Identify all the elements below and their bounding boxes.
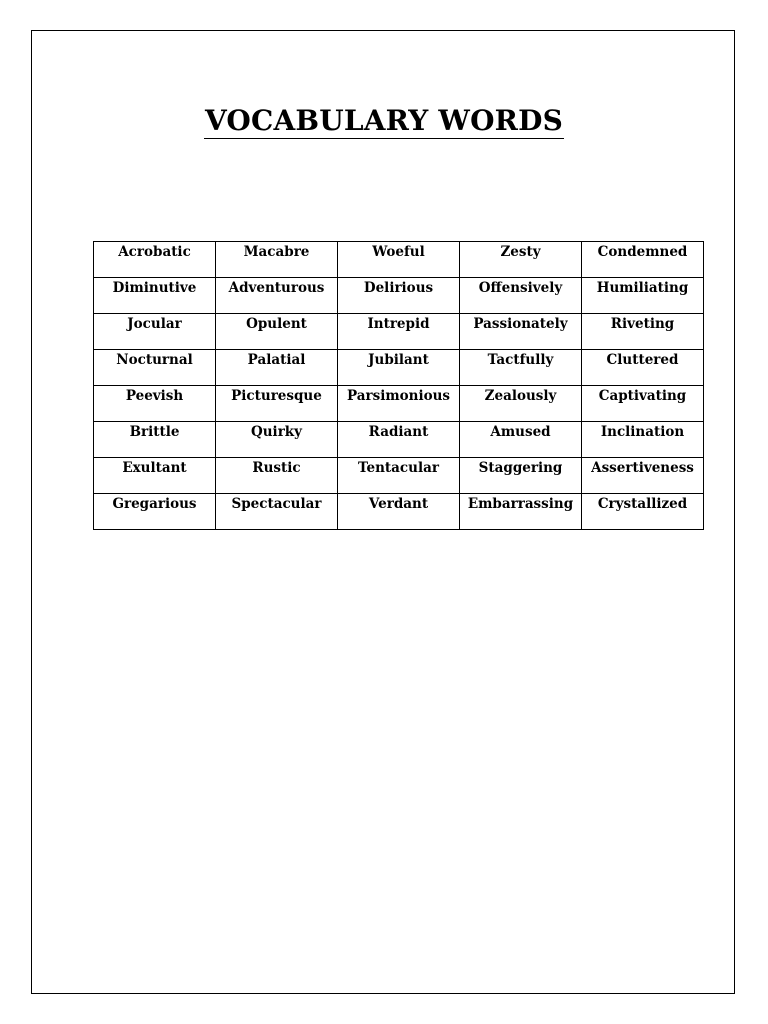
table-row xyxy=(94,494,704,530)
vocabulary-table xyxy=(93,241,704,530)
table-cell: Quirky xyxy=(216,422,338,458)
table-cell: Tactfully xyxy=(460,350,582,386)
table-cell: Cluttered xyxy=(582,350,704,386)
table-row xyxy=(94,242,704,278)
table-cell: Offensively xyxy=(460,278,582,314)
table-row xyxy=(94,314,704,350)
table-cell: Condemned xyxy=(582,242,704,278)
table-row xyxy=(94,458,704,494)
table-cell: Gregarious xyxy=(94,494,216,530)
table-cell: Exultant xyxy=(94,458,216,494)
table-cell: Radiant xyxy=(338,422,460,458)
table-cell: Riveting xyxy=(582,314,704,350)
table-cell: Intrepid xyxy=(338,314,460,350)
vocabulary-table-body xyxy=(94,242,704,530)
table-cell: Jubilant xyxy=(338,350,460,386)
table-cell: Embarrassing xyxy=(460,494,582,530)
table-cell: Zesty xyxy=(460,242,582,278)
table-cell: Amused xyxy=(460,422,582,458)
table-row xyxy=(94,386,704,422)
table-cell: Verdant xyxy=(338,494,460,530)
table-row xyxy=(94,350,704,386)
table-cell: Palatial xyxy=(216,350,338,386)
table-cell: Inclination xyxy=(582,422,704,458)
table-cell: Parsimonious xyxy=(338,386,460,422)
table-cell: Nocturnal xyxy=(94,350,216,386)
table-cell: Acrobatic xyxy=(94,242,216,278)
page-title xyxy=(0,101,768,141)
table-cell: Jocular xyxy=(94,314,216,350)
table-cell: Macabre xyxy=(216,242,338,278)
page-title-text: VOCABULARY WORDS xyxy=(204,104,564,137)
table-cell: Zealously xyxy=(460,386,582,422)
table-cell: Staggering xyxy=(460,458,582,494)
table-cell: Delirious xyxy=(338,278,460,314)
table-cell: Tentacular xyxy=(338,458,460,494)
table-cell: Woeful xyxy=(338,242,460,278)
table-cell: Rustic xyxy=(216,458,338,494)
table-row xyxy=(94,278,704,314)
table-cell: Humiliating xyxy=(582,278,704,314)
table-cell: Adventurous xyxy=(216,278,338,314)
table-row xyxy=(94,422,704,458)
table-cell: Passionately xyxy=(460,314,582,350)
table-cell: Peevish xyxy=(94,386,216,422)
table-cell: Picturesque xyxy=(216,386,338,422)
table-cell: Captivating xyxy=(582,386,704,422)
table-cell: Spectacular xyxy=(216,494,338,530)
table-cell: Assertiveness xyxy=(582,458,704,494)
table-cell: Brittle xyxy=(94,422,216,458)
table-cell: Opulent xyxy=(216,314,338,350)
table-cell: Crystallized xyxy=(582,494,704,530)
table-cell: Diminutive xyxy=(94,278,216,314)
